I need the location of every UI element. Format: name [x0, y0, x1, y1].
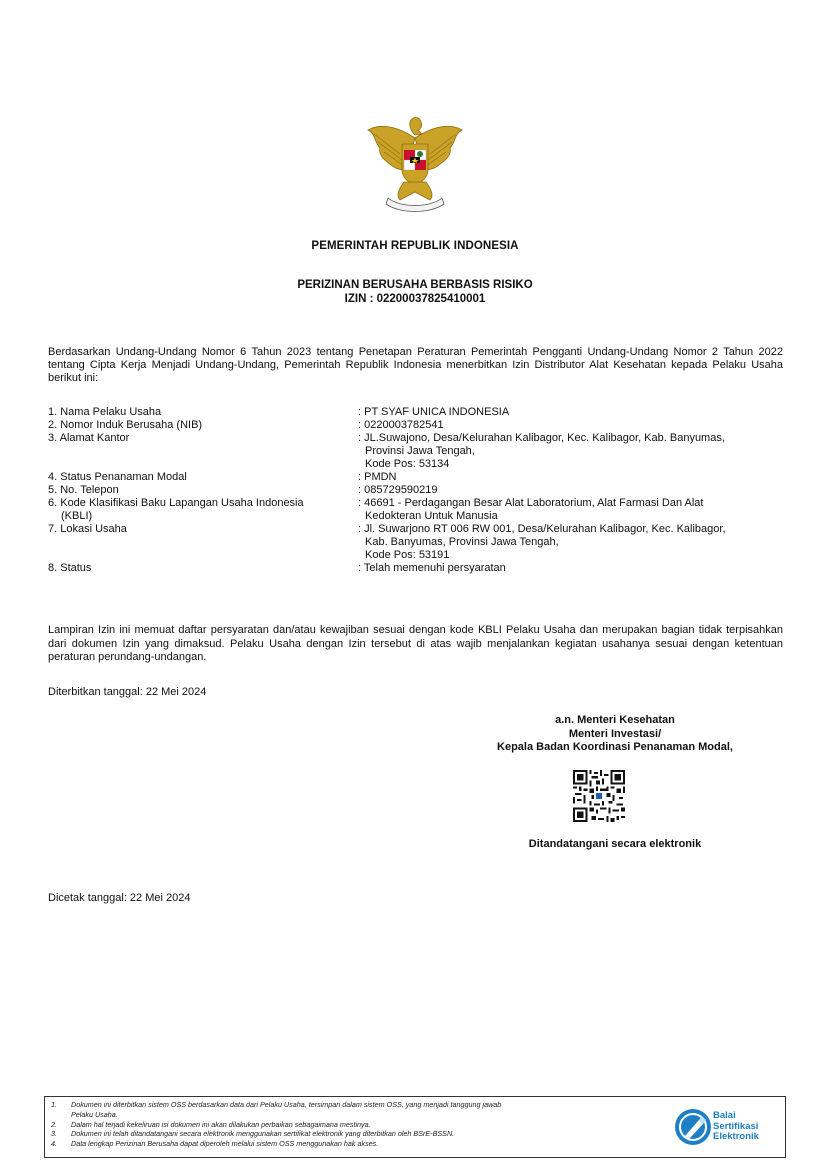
electronic-signature-note: Ditandatangani secara elektronik — [528, 838, 702, 850]
permit-number: IZIN : 02200037825410001 — [344, 293, 486, 305]
footer-note-line: Pelaku Usaha. — [71, 1109, 118, 1119]
printed-date: Dicetak tanggal: 22 Mei 2024 — [48, 892, 191, 904]
field-value-line: : 46691 - Perdagangan Besar Alat Laboratorium, Alat Farmasi Dan Alat — [358, 497, 704, 509]
footer-note-number: 3. — [51, 1129, 57, 1139]
field-row — [48, 497, 788, 523]
footer-note-text: Dokumen ini telah ditandatangani secara elektronik menggunakan sertifikat elektronik yang diterbitkan oleh BSrE-BSSN. — [71, 1129, 455, 1139]
footer-note — [51, 1120, 671, 1130]
signatory-block — [440, 714, 790, 755]
footer-note-number: 2. — [51, 1119, 57, 1129]
field-value-line: Kode Pos: 53134 — [365, 458, 450, 470]
field-value-line: : Jl. Suwarjono RT 006 RW 001, Desa/Kelurahan Kalibagor, Kec. Kalibagor, — [358, 523, 726, 535]
issued-date: Diterbitkan tanggal: 22 Mei 2024 — [48, 686, 207, 698]
field-label: 1. Nama Pelaku Usaha — [48, 406, 162, 418]
field-value — [358, 523, 788, 562]
garuda-pancasila-emblem-icon — [360, 108, 470, 218]
field-value: : Telah memenuhi persyaratan — [358, 562, 506, 574]
attachment-paragraph: Lampiran Izin ini memuat daftar persyaratan dan/atau kewajiban sesuai dengan kode KBLI Pelaku Usaha dan merupakan bagian tidak terpisahkan dari dokumen Izin yang dimaksud. Pelaku Usaha dengan Izin tersebut di atas wajib menjalankan kegiatan usahanya sesuai dengan ketentuan peraturan perundang-undangan. — [48, 624, 783, 663]
field-value: : 0220003782541 — [358, 419, 444, 431]
footer-notes — [51, 1100, 671, 1149]
field-row — [48, 406, 788, 419]
field-row — [48, 419, 788, 432]
footer-note-text: Data lengkap Perizinan Berusaha dapat diperoleh melalui sistem OSS menggunakan hak akses. — [71, 1139, 379, 1149]
footer-disclaimer-box — [44, 1096, 786, 1158]
field-label: 3. Alamat Kantor — [48, 432, 130, 444]
footer-note — [51, 1139, 671, 1149]
field-label-line: 6. Kode Klasifikasi Baku Lapangan Usaha Indonesia — [48, 497, 304, 509]
field-row — [48, 432, 788, 471]
field-value — [358, 432, 788, 471]
bsre-line: Balai — [713, 1110, 736, 1121]
field-value: : 085729590219 — [358, 484, 438, 496]
field-value-line: Kode Pos: 53191 — [365, 549, 450, 561]
intro-paragraph: Berdasarkan Undang-Undang Nomor 6 Tahun 2023 tentang Penetapan Peraturan Pemerintah Pengganti Undang-Undang Nomor 2 Tahun 2022 tentang Cipta Kerja Menjadi Undang-Undang, Pemerintah Republik Indonesia menerbitkan Izin Distributor Alat Kesehatan kepada Pelaku Usaha berikut ini: — [48, 346, 783, 384]
government-heading: PEMERINTAH REPUBLIK INDONESIA — [311, 240, 519, 252]
field-label: 2. Nomor Induk Berusaha (NIB) — [48, 419, 203, 431]
permit-title: PERIZINAN BERUSAHA BERBASIS RISIKO — [297, 279, 533, 291]
field-value-line: Kedokteran Untuk Manusia — [365, 510, 498, 522]
permit-heading — [0, 278, 830, 306]
field-label: 8. Status — [48, 562, 92, 574]
footer-note — [51, 1129, 671, 1139]
field-label-line: (KBLI) — [61, 510, 93, 522]
bsre-line: Sertifikasi — [713, 1120, 759, 1132]
signatory-line: Kepala Badan Koordinasi Penanaman Modal, — [497, 741, 733, 753]
field-label: 4. Status Penanaman Modal — [48, 471, 187, 483]
field-value-line: : JL.Suwajono, Desa/Kelurahan Kalibagor, Kec. Kalibagor, Kab. Banyumas, — [358, 432, 725, 444]
business-fields — [48, 406, 788, 575]
signatory-line: Menteri Investasi/ — [568, 727, 662, 740]
field-value-line: Provinsi Jawa Tengah, — [365, 445, 475, 457]
field-value-line: Kab. Banyumas, Provinsi Jawa Tengah, — [365, 536, 559, 548]
bsre-logo-text — [713, 1111, 759, 1143]
field-label: 5. No. Telepon — [48, 484, 119, 496]
qr-code-icon — [573, 770, 625, 822]
field-label — [48, 497, 358, 523]
footer-note-text — [71, 1100, 501, 1120]
field-row — [48, 523, 788, 562]
footer-note-line: Dokumen ini diterbitkan sistem OSS berdasarkan data dari Pelaku Usaha, tersimpan dalam sistem OSS, yang menjadi tanggung jawab — [71, 1100, 502, 1109]
bsre-line: Elektronik — [713, 1131, 759, 1142]
footer-note-number: 4. — [51, 1139, 57, 1149]
footer-note-text: Dalam hal terjadi kekeliruan isi dokumen ini akan dilakukan perbaikan sebagaimana mestinya. — [71, 1119, 371, 1129]
footer-note — [51, 1100, 671, 1120]
field-row — [48, 562, 788, 575]
footer-note-number: 1. — [51, 1100, 57, 1109]
field-row — [48, 484, 788, 497]
signatory-line: a.n. Menteri Kesehatan — [555, 714, 675, 726]
field-value: : PMDN — [358, 471, 397, 483]
field-label: 7. Lokasi Usaha — [48, 523, 127, 535]
field-value — [358, 497, 788, 523]
field-value: : PT SYAF UNICA INDONESIA — [358, 406, 510, 418]
field-row — [48, 471, 788, 484]
